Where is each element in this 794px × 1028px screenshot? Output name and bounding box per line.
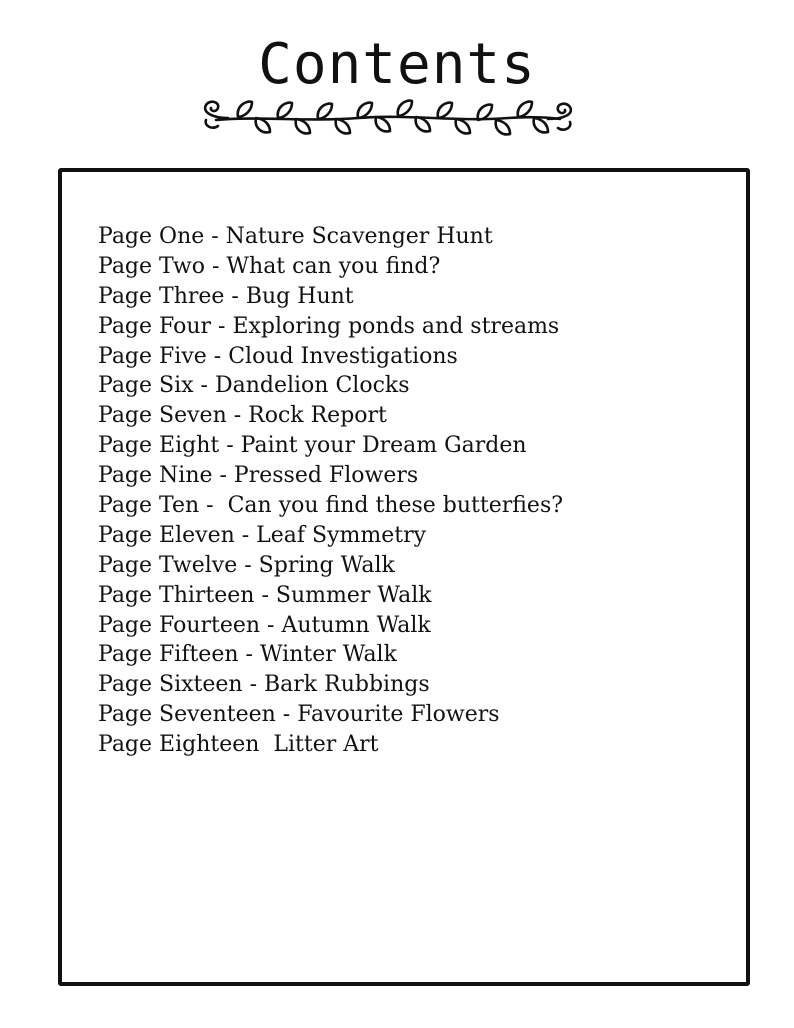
- toc-item: Page Nine - Pressed Flowers: [98, 463, 419, 489]
- toc-item: Page Fifteen - Winter Walk: [98, 642, 397, 668]
- toc-item: Page One - Nature Scavenger Hunt: [98, 224, 493, 249]
- toc-item: Page Eleven - Leaf Symmetry: [98, 522, 427, 548]
- toc-item: Page Seventeen - Favourite Flowers: [98, 702, 500, 728]
- toc-item: Page Two - What can you find?: [98, 253, 441, 279]
- toc-item: Page Sixteen - Bark Rubbings: [98, 672, 430, 698]
- toc-list: [98, 222, 738, 760]
- toc-item: Page Three - Bug Hunt: [98, 283, 354, 309]
- toc-item: Page Four - Exploring ponds and streams: [98, 313, 560, 339]
- toc-item: Page Six - Dandelion Clocks: [98, 373, 410, 399]
- vine-divider-icon: [198, 96, 578, 138]
- toc-item: Page Fourteen - Autumn Walk: [98, 612, 431, 638]
- toc-item: Page Five - Cloud Investigations: [98, 343, 458, 369]
- toc-item: Page Thirteen - Summer Walk: [98, 582, 432, 608]
- toc-item: Page Eight - Paint your Dream Garden: [98, 433, 527, 459]
- toc-item: Page Twelve - Spring Walk: [98, 552, 395, 578]
- toc-item: Page Ten - Can you find these butterfies?: [98, 493, 564, 519]
- toc-item: Page Eighteen Litter Art: [98, 732, 379, 758]
- page-title: Contents: [258, 32, 536, 97]
- toc-item: Page Seven - Rock Report: [98, 403, 387, 429]
- contents-frame: [58, 168, 750, 986]
